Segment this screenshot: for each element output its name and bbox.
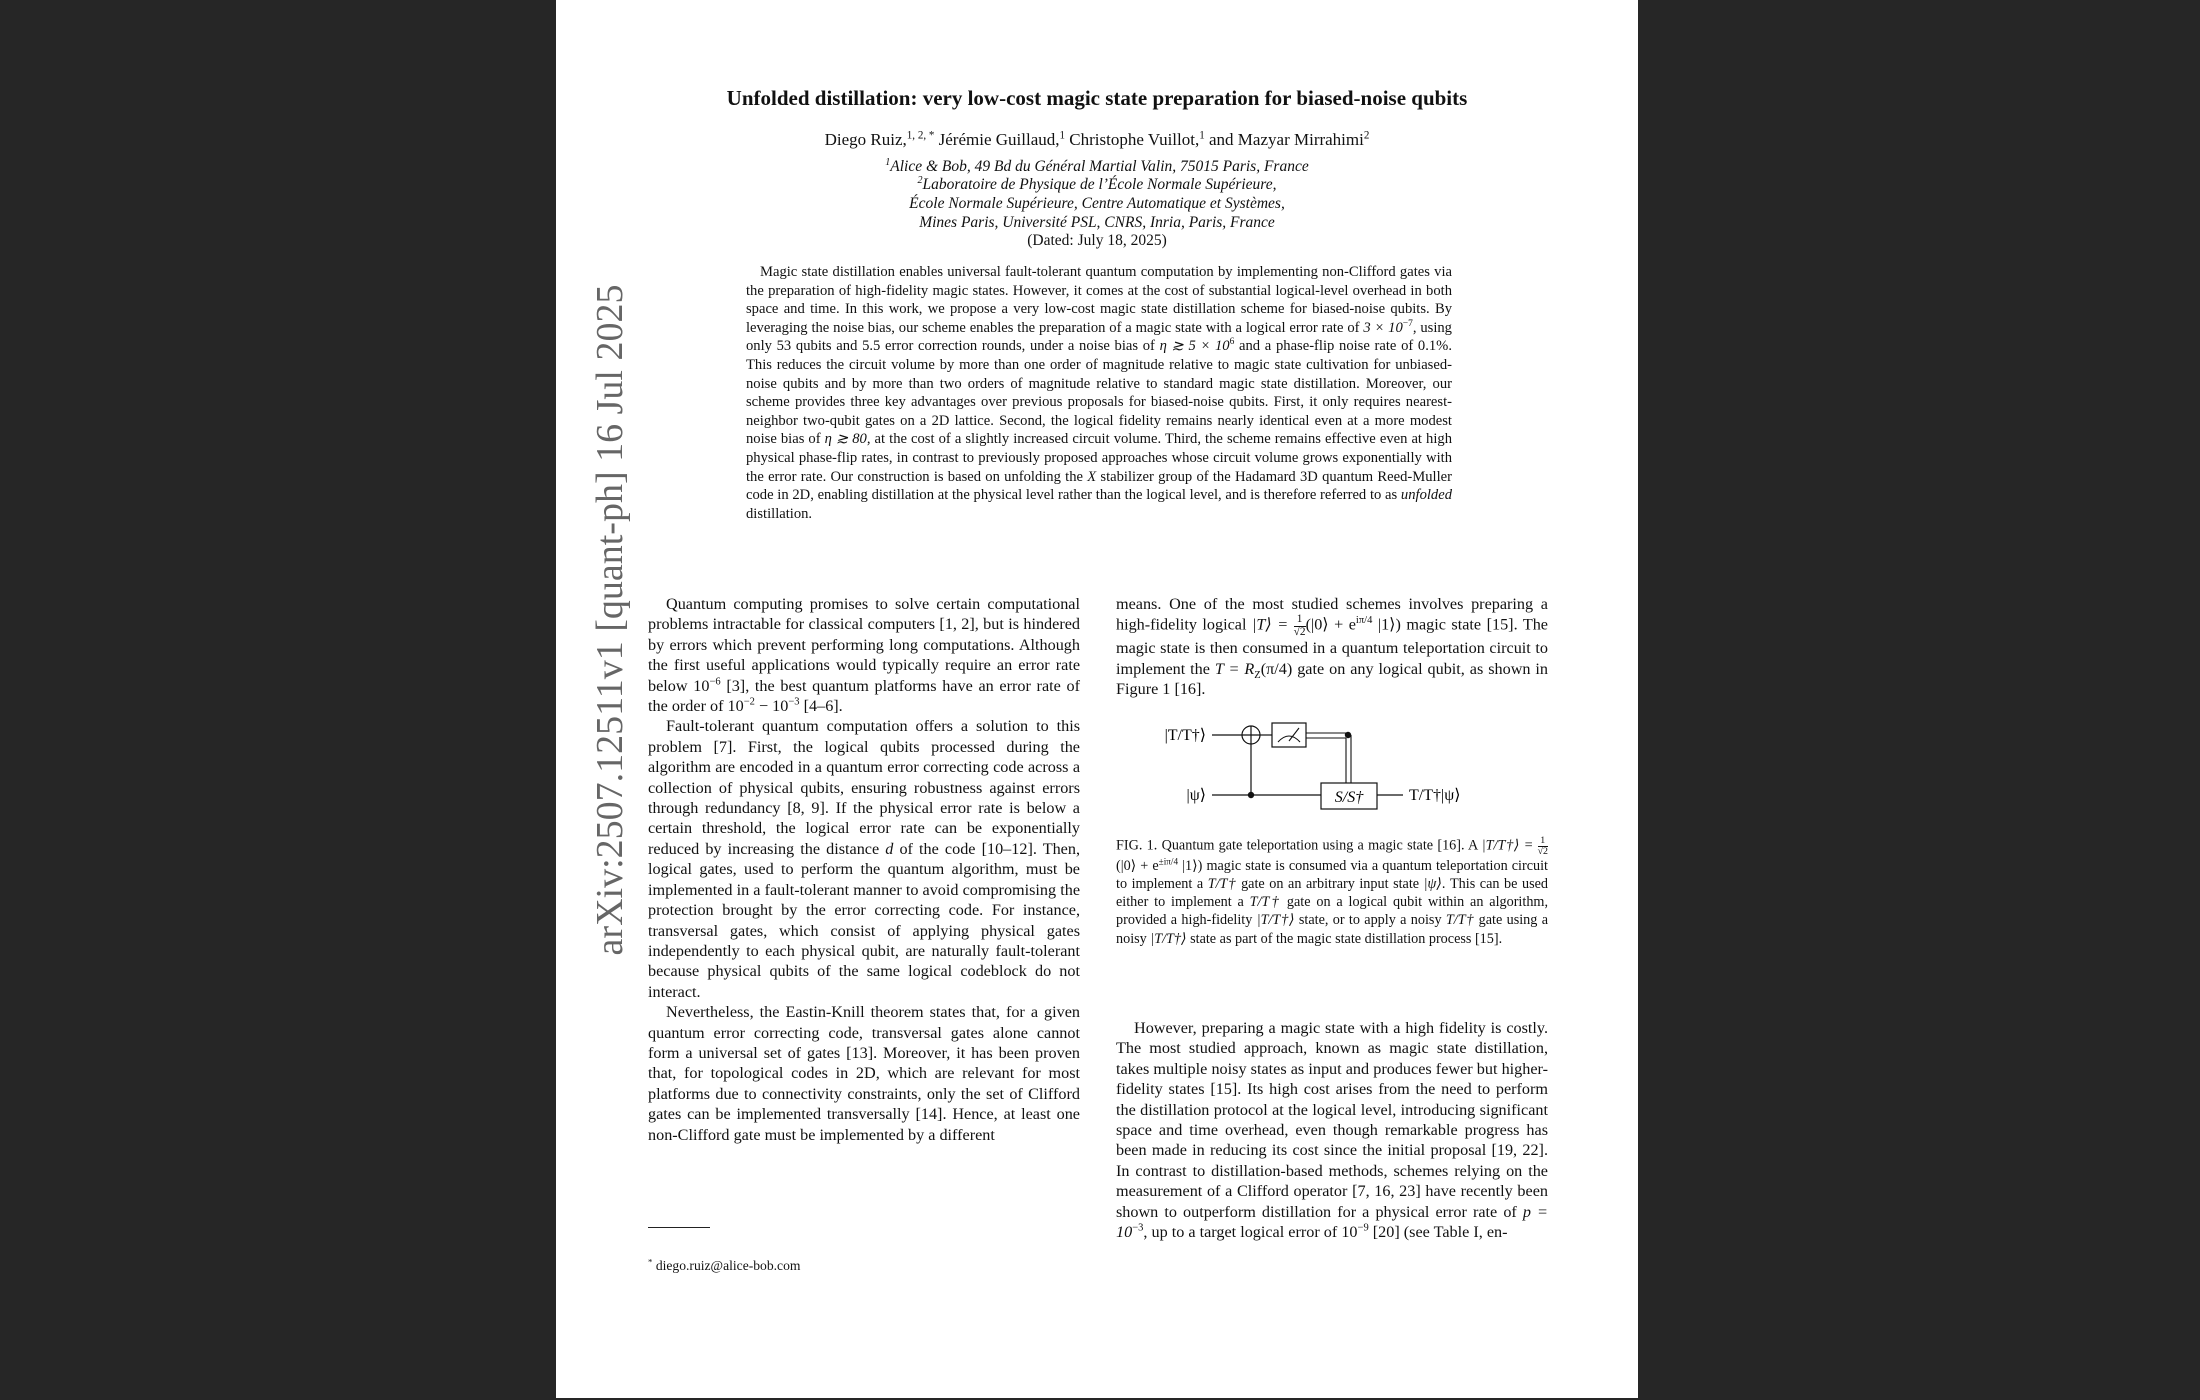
quantum-circuit-figure: [1116, 710, 1548, 820]
classical-control-dot: [1345, 732, 1351, 738]
footnote: * diego.ruiz@alice-bob.com: [648, 1256, 801, 1273]
measurement-icon: [1272, 723, 1306, 747]
author: Christophe Vuillot,$^1$: [1065, 129, 1205, 149]
fraction: $\frac{1}{√2}$: [1293, 613, 1306, 638]
right-column-bottom: [1116, 1018, 1548, 1242]
s-gate-label: S/S†: [1334, 789, 1364, 806]
circuit-input-bottom: |ψ⟩: [1186, 787, 1206, 804]
affiliation-2-line-3: Mines Paris, Université PSL, CNRS, Inria, Paris, France: [919, 214, 1275, 231]
author-list: [556, 130, 1638, 150]
paper-page: [556, 0, 1638, 1398]
affiliation-1: $^1$Alice & Bob, 49 Bd du Général Martial Valin, 75015 Paris, France: [885, 156, 1309, 175]
figure-caption: FIG. 1. Quantum gate teleportation using a magic state [16]. A |T/T†⟩ = $\frac{1}{√2}$ (|0⟩ + $e^{\pm i\pi/4}$ |1⟩) magic state is consumed via a quantum teleportation circuit to implement a T/T† gate on an arbitrary input state |ψ⟩. This can be used either to implement a T/T† gate on a logical qubit within an algorithm, provided a high-fidelity |T/T†⟩ state, or to apply a noisy T/T† gate using a noisy |T/T†⟩ state as part of the magic state distillation process [15].: [1116, 835, 1548, 947]
paragraph: Fault-tolerant quantum computation offers a solution to this problem [7]. First, the logical qubits processed during the algorithm are encoded in a quantum error correcting code across a collection of physical qubits, ensuring robustness against errors through redundancy [8, 9]. If the physical error rate is below a certain threshold, the logical error rate can be exponentially reduced by increasing the distance d of the code [10–12]. Then, logical gates, used to perform the quantum algorithm, must be implemented in a fault-tolerant manner to avoid compromising the protection brought by the error correcting code. For instance, transversal gates, which consist of applying physical gates independently to each physical qubit, are naturally fault-tolerant because physical qubits of the same logical codeblock do not interact.: [648, 717, 1080, 1001]
paragraph: Nevertheless, the Eastin-Knill theorem states that, for a given quantum error correcting code, transversal gates alone cannot form a universal set of gates [13]. Moreover, it has been proven that, for topological codes in 2D, which are relevant for most platforms due to connectivity constraints, only the set of Clifford gates can be implemented transversally [14]. Hence, at least one non-Clifford gate must be implemented by a different: [648, 1003, 1080, 1144]
arxiv-identifier-stamp: arXiv:2507.12511v1 [quant-ph] 16 Jul 2025: [589, 284, 631, 956]
email-link[interactable]: diego.ruiz@alice-bob.com: [652, 1258, 801, 1273]
paragraph: However, preparing a magic state with a high fidelity is costly. The most studied approach, known as magic state distillation, takes multiple noisy states as input and produces fewer but higher-fidelity states [15]. Its high cost arises from the need to perform the distillation protocol at the logical level, introducing significant space and time overhead, even though remarkable progress has been made in reducing its cost since the initial proposal [19, 22]. In contrast to distillation-based methods, schemes relying on the measurement of a Clifford operator [7, 16, 23] have recently been shown to outperform distillation for a physical error rate of $p = 10^{-3}$, up to a target logical error of $10^{-9}$ [20] (see Table I, en-: [1116, 1019, 1548, 1242]
author: Jérémie Guillaud,$^1$: [934, 129, 1066, 149]
left-column: [648, 594, 1080, 1145]
abstract: Magic state distillation enables universal fault-tolerant quantum computation by implementing non-Clifford gates via the preparation of high-fidelity magic states. However, it comes at the cost of substantial logical-level overhead in both space and time. In this work, we propose a very low-cost magic state distillation scheme for biased-noise qubits. By leveraging the noise bias, our scheme enables the preparation of a magic state with a logical error rate of $3 \times 10^{-7}$, using only 53 qubits and 5.5 error correction rounds, under a noise bias of η ≳ $5 \times 10^6$ and a phase-flip noise rate of 0.1%. This reduces the circuit volume by more than one order of magnitude relative to magic state cultivation for unbiased-noise qubits and by more than two orders of magnitude relative to standard magic state distillation. Moreover, our scheme provides three key advantages over previous proposals for biased-noise qubits. First, it only requires nearest-neighbor two-qubit gates on a 2D lattice. Second, the logical fidelity remains nearly identical even at a more modest noise bias of η ≳ 80, at the cost of a slightly increased circuit volume. Third, the scheme remains effective even at high physical phase-flip rates, in contrast to previously proposed approaches whose circuit volume grows exponentially with the error rate. Our construction is based on unfolding the X stabilizer group of the Hadamard 3D quantum Reed-Muller code in 2D, enabling distillation at the physical level rather than the logical level, and is therefore referred to as unfolded distillation.: [746, 264, 1452, 522]
paragraph: means. One of the most studied schemes involves preparing a high-fidelity logical |T⟩ = $\frac{1}{√2}$ (|0⟩ + $e^{i\pi/4}$ |1⟩) magic state [15]. The magic state is then consumed in a quantum teleportation circuit to implement the $T = R_Z(\pi/4)$ gate on any logical qubit, as shown in Figure 1 [16].: [1116, 595, 1548, 698]
cnot-control-dot: [1248, 792, 1254, 798]
affiliation-2-line-2: École Normale Supérieure, Centre Automatique et Systèmes,: [909, 195, 1285, 212]
footnote-rule: [648, 1227, 710, 1228]
affiliation-2: $^2$Laboratoire de Physique de l’École Normale Supérieure,: [917, 174, 1277, 193]
author: Diego Ruiz,$^{1, 2, *}$: [824, 129, 935, 149]
paragraph: Quantum computing promises to solve certain computational problems intractable for classical computers [1, 2], but is hindered by errors which prevent performing long computations. Although the first useful applications would typically require an error rate below $10^{-6}$ [3], the best quantum platforms have an error rate of the order of $10^{-2} - 10^{-3}$ [4–6].: [648, 595, 1080, 716]
circuit-output: T/T†|ψ⟩: [1409, 787, 1461, 804]
circuit-input-top: |T/T†⟩: [1164, 727, 1206, 744]
right-column-top: [1116, 594, 1548, 699]
author: and Mazyar Mirrahimi$^2$: [1204, 129, 1370, 149]
date-line: (Dated: July 18, 2025): [1027, 232, 1167, 249]
paper-title: Unfolded distillation: very low-cost magic state preparation for biased-noise qubits: [726, 86, 1468, 110]
